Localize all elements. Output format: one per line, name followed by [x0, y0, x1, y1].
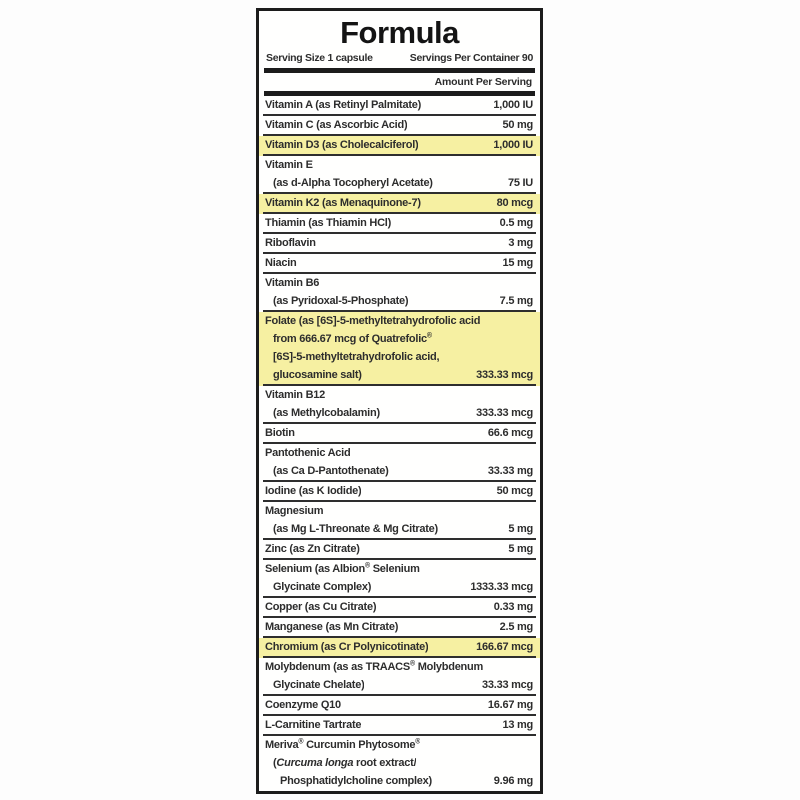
supplement-row: [259, 386, 540, 424]
ingredient-name: Folate (as [6S]-5-methyltetrahydrofolic acid: [265, 315, 481, 327]
ingredient-name: Vitamin B6: [265, 277, 320, 289]
ingredient-name: Glycinate Chelate): [273, 679, 365, 691]
ingredient-name: Chromium (as Cr Polynicotinate): [265, 641, 429, 653]
ingredient-amount: 7.5 mg: [499, 295, 533, 307]
registered-mark: ®: [426, 332, 432, 340]
row-line: [259, 330, 540, 348]
row-line: [259, 312, 540, 330]
row-line: [259, 598, 540, 616]
ingredient-name: [6S]-5-methyltetrahydrofolic acid,: [273, 351, 440, 363]
ingredient-name: (Curcuma longa root extract/: [273, 757, 417, 769]
row-line: [259, 736, 540, 754]
ingredient-name: Iodine (as K Iodide): [265, 485, 362, 497]
row-line: [259, 676, 540, 694]
ingredient-name: from 666.67 mcg of Quatrefolic®: [273, 332, 432, 345]
ingredient-amount: 15 mg: [502, 257, 533, 269]
ingredient-name: Vitamin B12: [265, 389, 326, 401]
ingredient-amount: 1,000 IU: [493, 99, 533, 111]
ingredient-name: (as Ca D-Pantothenate): [273, 465, 389, 477]
supplement-row: [259, 482, 540, 502]
row-line: [259, 292, 540, 310]
supplement-row: [259, 234, 540, 254]
row-line: [259, 638, 540, 656]
supplement-row: [259, 312, 540, 386]
registered-mark: ®: [409, 660, 415, 668]
ingredient-amount: 50 mg: [502, 119, 533, 131]
row-line: [259, 754, 540, 772]
row-line: [259, 116, 540, 134]
supplement-row: [259, 194, 540, 214]
ingredient-name: Vitamin E: [265, 159, 313, 171]
ingredient-amount: 166.67 mcg: [476, 641, 533, 653]
row-line: [259, 658, 540, 676]
ingredient-name: (as d-Alpha Tocopheryl Acetate): [273, 177, 433, 189]
ingredient-name: Thiamin (as Thiamin HCl): [265, 217, 392, 229]
row-line: [259, 366, 540, 384]
supplement-row: [259, 116, 540, 136]
row-line: [259, 618, 540, 636]
ingredient-name: L-Carnitine Tartrate: [265, 719, 362, 731]
ingredient-amount: 33.33 mcg: [482, 679, 533, 691]
row-line: [259, 386, 540, 404]
row-line: [259, 156, 540, 174]
supplement-facts-label: [256, 8, 543, 794]
ingredient-amount: 80 mcg: [496, 197, 533, 209]
label-title: Formula: [340, 15, 459, 50]
ingredient-name: glucosamine salt): [273, 369, 362, 381]
ingredient-name: Phosphatidylcholine complex): [280, 775, 432, 787]
registered-mark: ®: [298, 738, 304, 746]
ingredient-amount: 33.33 mg: [487, 465, 533, 477]
row-line: [259, 444, 540, 462]
row-line: [259, 348, 540, 366]
ingredient-amount: 1333.33 mcg: [470, 581, 533, 593]
registered-mark: ®: [415, 738, 421, 746]
ingredient-amount: 13 mg: [502, 719, 533, 731]
supplement-row: [259, 540, 540, 560]
ingredient-name: (as Mg L-Threonate & Mg Citrate): [273, 523, 438, 535]
ingredient-name: Meriva® Curcumin Phytosome®: [265, 738, 421, 751]
registered-mark: ®: [364, 562, 370, 570]
ingredient-name: Vitamin C (as Ascorbic Acid): [265, 119, 408, 131]
serving-info: [259, 52, 540, 64]
ingredient-amount: 75 IU: [507, 177, 533, 189]
supplement-row: [259, 156, 540, 194]
supplement-row: [259, 96, 540, 116]
row-line: [259, 540, 540, 558]
row-line: [259, 502, 540, 520]
supplement-row: [259, 274, 540, 312]
ingredient-name: Zinc (as Zn Citrate): [265, 543, 360, 555]
ingredient-name: Biotin: [265, 427, 295, 439]
ingredient-name: Glycinate Complex): [273, 581, 372, 593]
ingredient-amount: 5 mg: [508, 543, 533, 555]
supplement-row: [259, 618, 540, 638]
ingredient-name: Manganese (as Mn Citrate): [265, 621, 399, 633]
row-line: [259, 560, 540, 578]
ingredient-amount: 333.33 mcg: [476, 369, 533, 381]
rows: [259, 96, 540, 790]
ingredient-amount: 0.5 mg: [499, 217, 533, 229]
ingredient-amount: 9.96 mg: [493, 775, 533, 787]
ingredient-name: Molybdenum (as as TRAACS® Molybdenum: [265, 660, 484, 673]
ingredient-amount: 333.33 mcg: [476, 407, 533, 419]
servings-per-container: Servings Per Container 90: [409, 52, 533, 64]
row-line: [259, 578, 540, 596]
row-line: [259, 424, 540, 442]
ingredient-amount: 5 mg: [508, 523, 533, 535]
row-line: [259, 194, 540, 212]
row-line: [259, 96, 540, 114]
ingredient-name: (as Pyridoxal-5-Phosphate): [273, 295, 409, 307]
row-line: [259, 696, 540, 714]
row-line: [259, 174, 540, 192]
ingredient-name: Magnesium: [265, 505, 324, 517]
supplement-row: [259, 638, 540, 658]
ingredient-amount: 0.33 mg: [493, 601, 533, 613]
supplement-row: [259, 424, 540, 444]
supplement-row: [259, 696, 540, 716]
supplement-row: [259, 716, 540, 736]
ingredient-name: Vitamin A (as Retinyl Palmitate): [265, 99, 422, 111]
row-line: [259, 214, 540, 232]
row-line: [259, 254, 540, 272]
row-line: [259, 404, 540, 422]
supplement-row: [259, 214, 540, 234]
supplement-row: [259, 560, 540, 598]
row-line: [259, 520, 540, 538]
ingredient-name: (as Methylcobalamin): [273, 407, 380, 419]
supplement-row: [259, 658, 540, 696]
row-line: [259, 274, 540, 292]
supplement-row: [259, 254, 540, 274]
amount-per-serving-header: Amount Per Serving: [434, 76, 532, 88]
row-line: [259, 234, 540, 252]
ingredient-name: Vitamin D3 (as Cholecalciferol): [265, 139, 419, 151]
supplement-row: [259, 598, 540, 618]
row-line: [259, 136, 540, 154]
supplement-row: [259, 502, 540, 540]
supplement-row: [259, 136, 540, 156]
ingredient-amount: 66.6 mcg: [487, 427, 533, 439]
supplement-row: [259, 736, 540, 790]
ingredient-name: Pantothenic Acid: [265, 447, 351, 459]
row-line: [259, 482, 540, 500]
ingredient-amount: 50 mcg: [496, 485, 533, 497]
ingredient-amount: 16.67 mg: [487, 699, 533, 711]
ingredient-name: Copper (as Cu Citrate): [265, 601, 377, 613]
ingredient-name: Coenzyme Q10: [265, 699, 341, 711]
row-line: [259, 462, 540, 480]
ingredient-name: Riboflavin: [265, 237, 316, 249]
row-line: [259, 772, 540, 790]
ingredient-name: Niacin: [265, 257, 297, 269]
row-line: [259, 716, 540, 734]
ingredient-name: Vitamin K2 (as Menaquinone-7): [265, 197, 421, 209]
ingredient-amount: 3 mg: [508, 237, 533, 249]
serving-size: Serving Size 1 capsule: [266, 52, 373, 64]
supplement-row: [259, 444, 540, 482]
ingredient-name: Selenium (as Albion® Selenium: [265, 562, 420, 575]
ingredient-amount: 2.5 mg: [499, 621, 533, 633]
ingredient-amount: 1,000 IU: [493, 139, 533, 151]
